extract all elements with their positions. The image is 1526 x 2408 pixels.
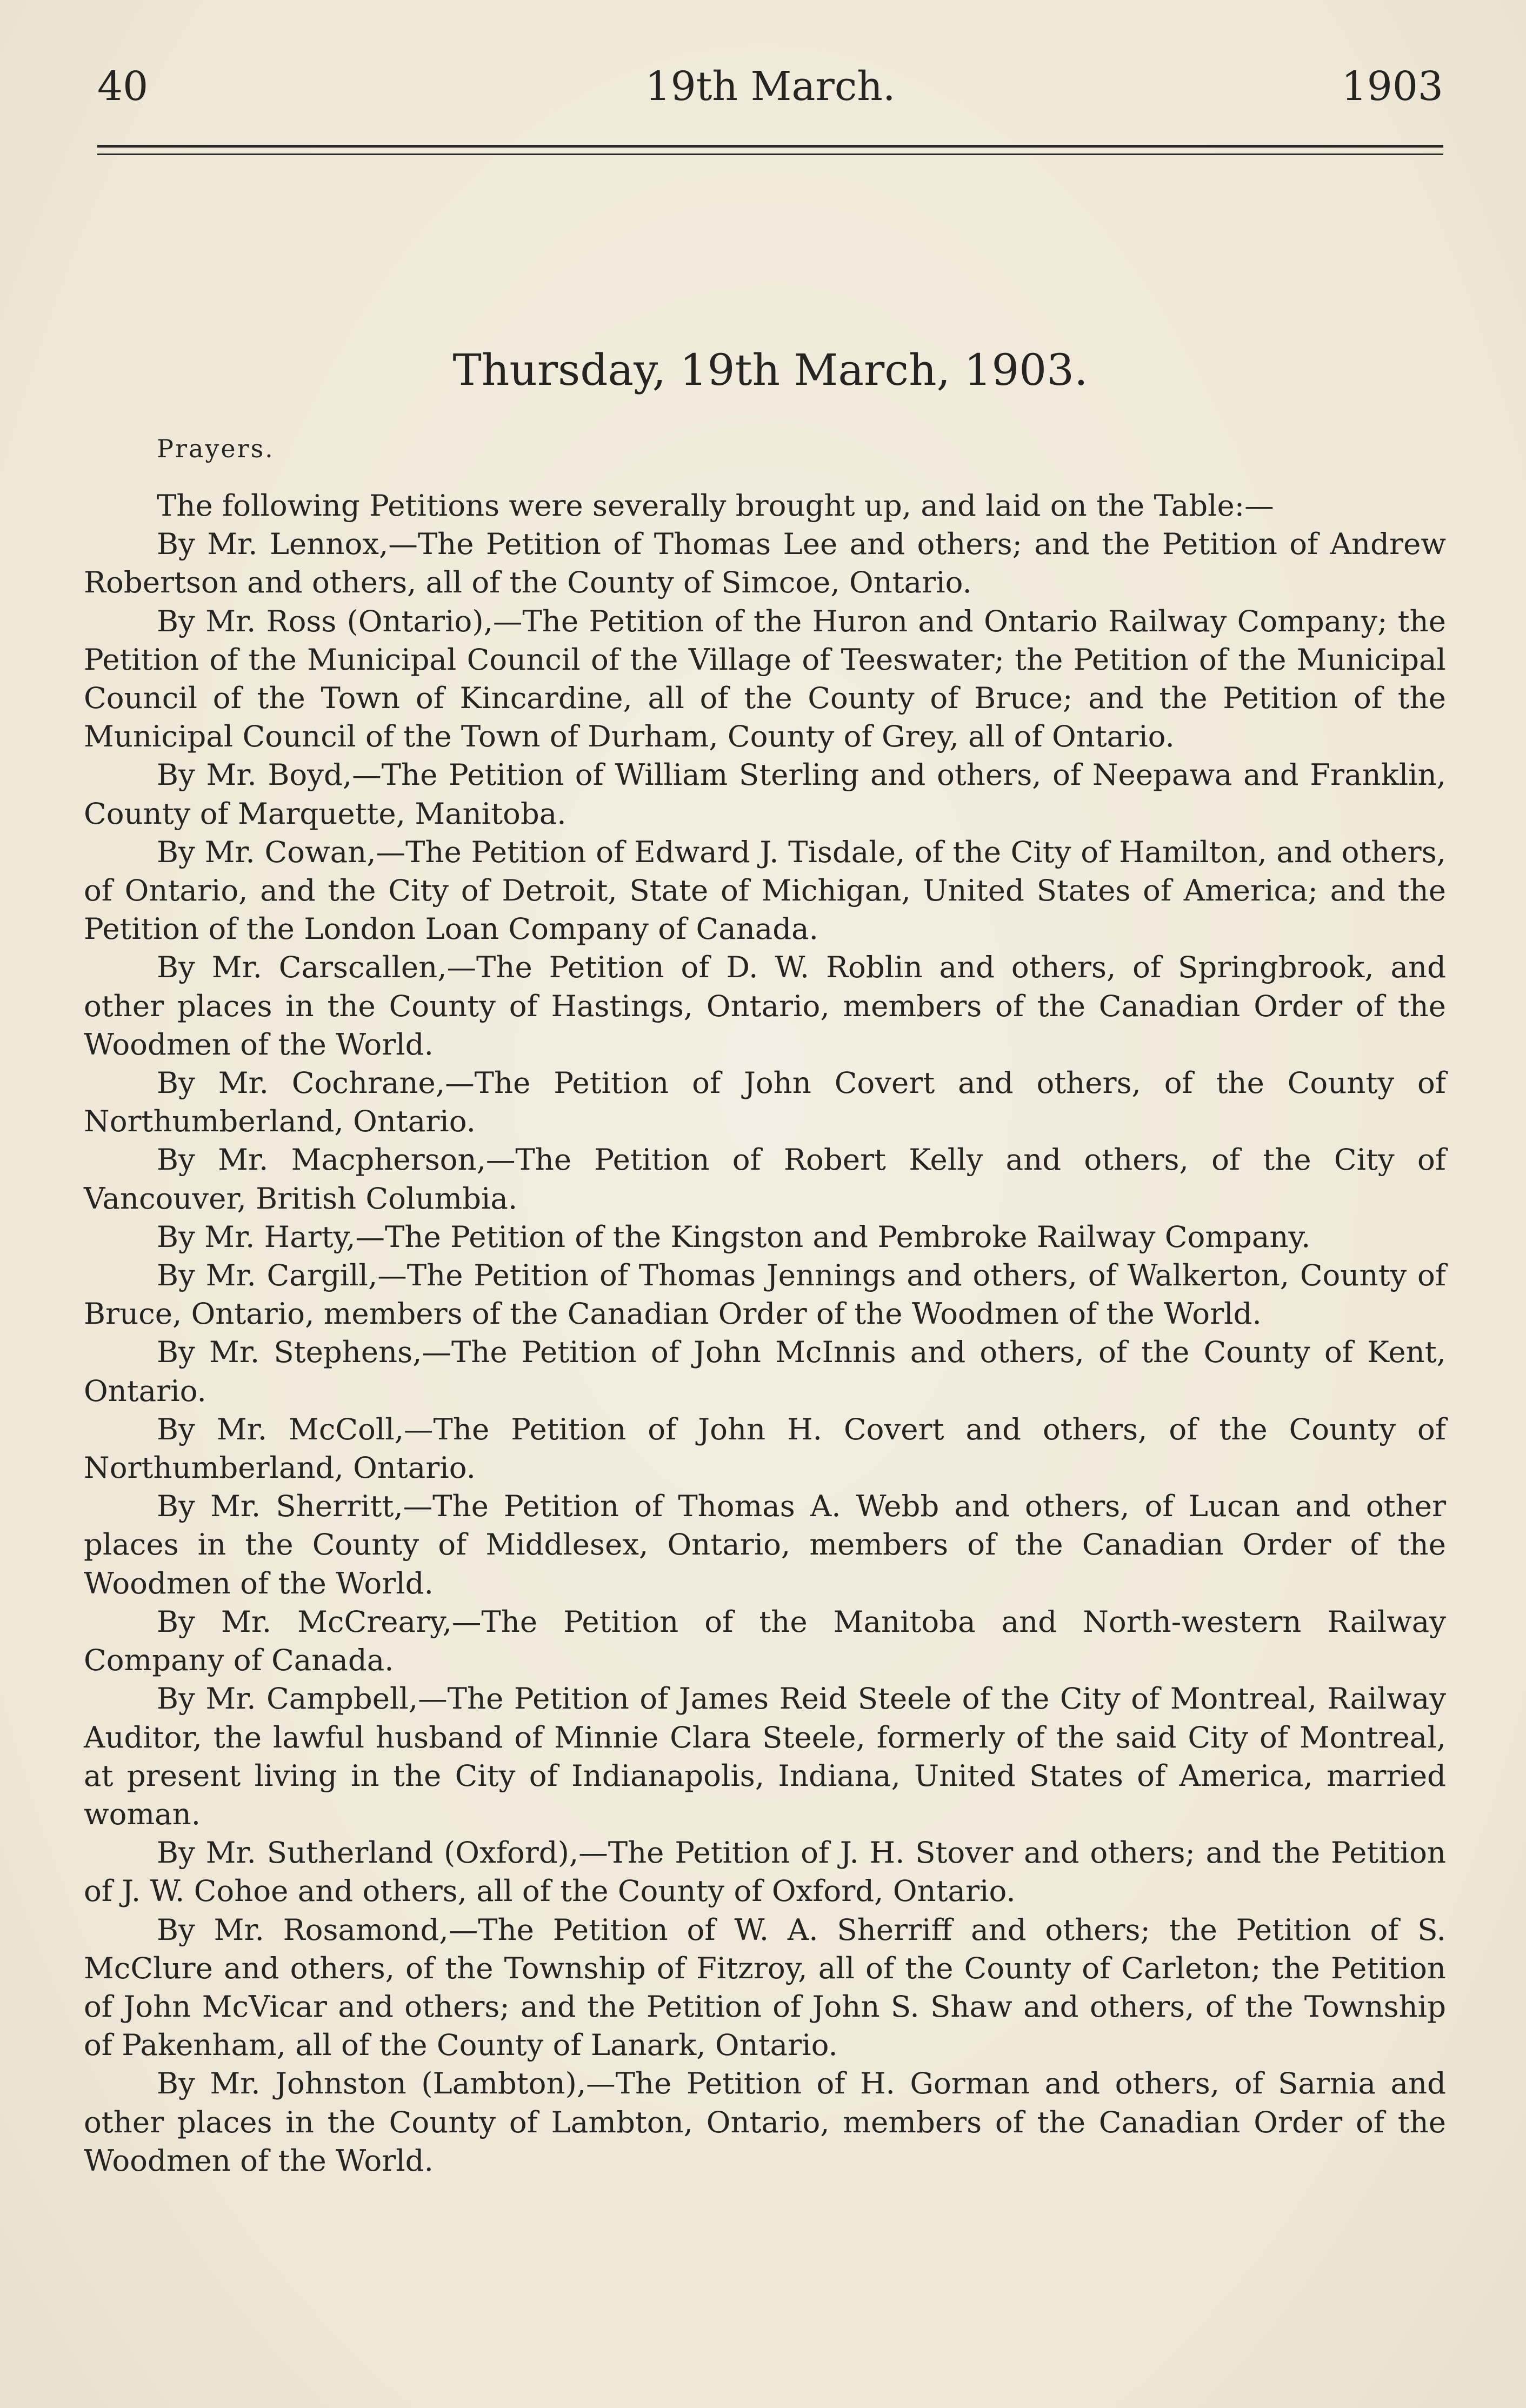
header-year: 1903 — [1341, 63, 1443, 110]
day-heading: Thursday, 19th March, 1903. — [452, 345, 1088, 395]
running-header — [97, 54, 1443, 119]
paragraph-sutherland: By Mr. Sutherland (Oxford),—The Petition of J. H. Stover and others; and the Petition of J. W. Cohoe and others, all of the County of Oxford, Ontario. — [84, 1835, 1446, 1909]
paragraph-mccreary: By Mr. McCreary,—The Petition of the Manitoba and North-western Railway Company of Canada. — [84, 1604, 1446, 1678]
page-number: 40 — [97, 63, 149, 110]
paragraph-johnston: By Mr. Johnston (Lambton),—The Petition of H. Gorman and others, of Sarnia and other places in the County of Lambton, Ontario, members of the Canadian Order of the Woodmen of the World. — [84, 2066, 1446, 2178]
paragraph-cargill: By Mr. Cargill,—The Petition of Thomas Jennings and others, of Walkerton, County of Bruce, Ontario, members of the Canadian Order of the Woodmen of the World. — [84, 1258, 1446, 1331]
paragraph-rosamond: By Mr. Rosamond,—The Petition of W. A. Sherriff and others; the Petition of S. McClure and others, of the Township of Fitzroy, all of the County of Carleton; the Petition of John McVicar and others; and the Petition of John S. Shaw and others, of the Township of Pakenham, all of the County of Lanark, Ontario. — [84, 1912, 1446, 2063]
paragraph-boyd: By Mr. Boyd,—The Petition of William Sterling and others, of Neepawa and Franklin, County of Marquette, Manitoba. — [84, 757, 1446, 831]
paragraph-sherritt: By Mr. Sherritt,—The Petition of Thomas A. Webb and others, of Lucan and other places in the County of Middlesex, Ontario, members of the Canadian Order of the Woodmen of the World. — [84, 1489, 1446, 1600]
paragraph-ross: By Mr. Ross (Ontario),—The Petition of the Huron and Ontario Railway Company; the Petition of the Municipal Council of the Village of Teeswater; the Petition of the Municipal Council of the Town of Kincardine, all of the County of Bruce; and the Petition of the Municipal Council of the Town of Durham, County of Grey, all of Ontario. — [84, 603, 1446, 754]
prayers-label: Prayers. — [157, 434, 275, 463]
paragraph-mccoll: By Mr. McColl,—The Petition of John H. Covert and others, of the County of Northumberland, Ontario. — [84, 1411, 1446, 1485]
header-rule-thin — [97, 154, 1443, 155]
paragraph-intro: The following Petitions were severally brought up, and laid on the Table:— — [157, 488, 1274, 523]
paragraph-macpherson: By Mr. Macpherson,—The Petition of Robert Kelly and others, of the City of Vancouver, British Columbia. — [84, 1142, 1446, 1216]
paragraph-campbell: By Mr. Campbell,—The Petition of James Reid Steele of the City of Montreal, Railway Auditor, the lawful husband of Minnie Clara Steele, formerly of the said City of Montreal, at present living in the City of Indianapolis, Indiana, United States of America, married woman. — [84, 1681, 1446, 1831]
paragraph-stephens: By Mr. Stephens,—The Petition of John McInnis and others, of the County of Kent, Ontario. — [84, 1335, 1446, 1408]
paragraph-cowan: By Mr. Cowan,—The Petition of Edward J. Tisdale, of the City of Hamilton, and others, of Ontario, and the City of Detroit, State of Michigan, United States of America; and the Petition of the London Loan Company of Canada. — [84, 834, 1446, 946]
paragraph-cochrane: By Mr. Cochrane,—The Petition of John Covert and others, of the County of Northumberland, Ontario. — [84, 1065, 1446, 1139]
petitions-body — [84, 486, 1446, 2180]
paragraph-carscallen: By Mr. Carscallen,—The Petition of D. W. Roblin and others, of Springbrook, and other places in the County of Hastings, Ontario, members of the Canadian Order of the Woodmen of the World. — [84, 950, 1446, 1062]
header-date: 19th March. — [645, 63, 896, 110]
paragraph-lennox: By Mr. Lennox,—The Petition of Thomas Lee and others; and the Petition of Andrew Robertson and others, all of the County of Simcoe, Ontario. — [84, 526, 1446, 600]
paragraph-harty: By Mr. Harty,—The Petition of the Kingston and Pembroke Railway Company. — [157, 1219, 1311, 1254]
header-rule-thick — [97, 145, 1443, 148]
